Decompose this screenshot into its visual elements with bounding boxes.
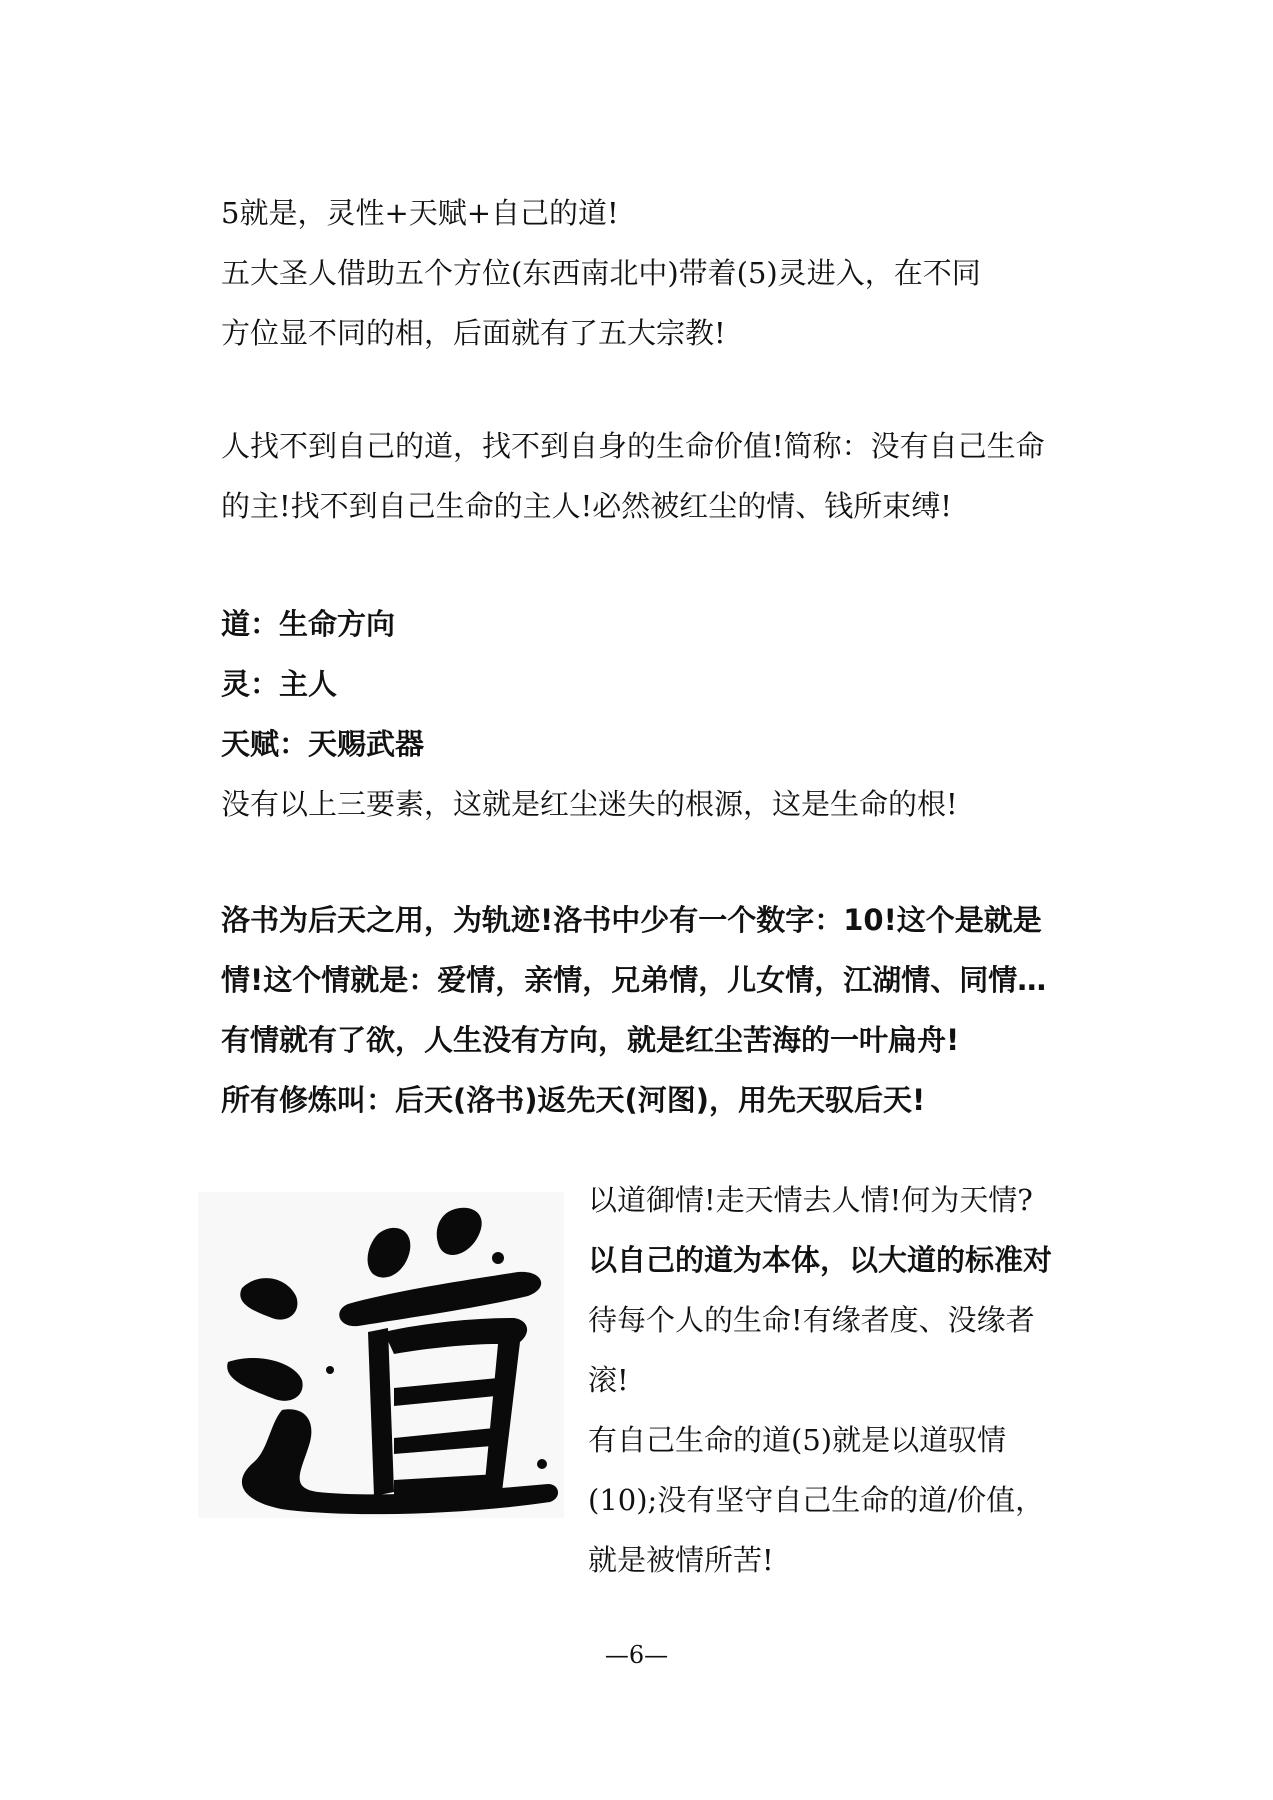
- paragraph-line: 五大圣人借助五个方位(东西南北中)带着(5)灵进入，在不同: [221, 256, 981, 290]
- bold-paragraph-line: 洛书为后天之用，为轨迹!洛书中少有一个数字：10!这个是就是: [221, 903, 1042, 937]
- paragraph-line: 人找不到自己的道，找不到自身的生命价值!简称：没有自己生命: [221, 429, 1045, 463]
- side-text-line: (10);没有坚守自己生命的道/价值，: [588, 1483, 1045, 1517]
- page-number: —6—: [604, 1641, 669, 1669]
- side-text-line: 待每个人的生命!有缘者度、没缘者: [588, 1303, 1035, 1337]
- calligraphy-dao-icon: [198, 1192, 564, 1518]
- paragraph-line: 5就是，灵性+天赋+自己的道!: [221, 196, 619, 230]
- bold-paragraph-line: 情!这个情就是：爱情，亲情，兄弟情，儿女情，江湖情、同情…: [221, 963, 1047, 997]
- definition-dao: 道：生命方向: [221, 607, 396, 641]
- paragraph-line: 的主!找不到自己生命的主人!必然被红尘的情、钱所束缚!: [221, 489, 952, 523]
- bold-paragraph-line: 所有修炼叫：后天(洛书)返先天(河图)，用先天驭后天!: [221, 1083, 926, 1117]
- side-text-line: 有自己生命的道(5)就是以道驭情: [588, 1423, 1007, 1457]
- side-text-line: 以道御情!走天情去人情!何为天情?: [588, 1183, 1033, 1217]
- calligraphy-dao-icon-svg: [198, 1192, 564, 1518]
- side-text-line: 以自己的道为本体，以大道的标准对: [588, 1243, 1053, 1277]
- definition-ling: 灵：主人: [221, 667, 338, 701]
- definition-tianfu: 天赋：天赐武器: [221, 727, 425, 761]
- side-text-line: 就是被情所苦!: [588, 1543, 774, 1577]
- bold-paragraph-line: 有情就有了欲，人生没有方向，就是红尘苦海的一叶扁舟!: [221, 1023, 960, 1057]
- paragraph-line: 没有以上三要素，这就是红尘迷失的根源，这是生命的根!: [221, 787, 958, 821]
- side-text-line: 滚!: [588, 1363, 629, 1397]
- paragraph-line: 方位显不同的相，后面就有了五大宗教!: [221, 316, 726, 350]
